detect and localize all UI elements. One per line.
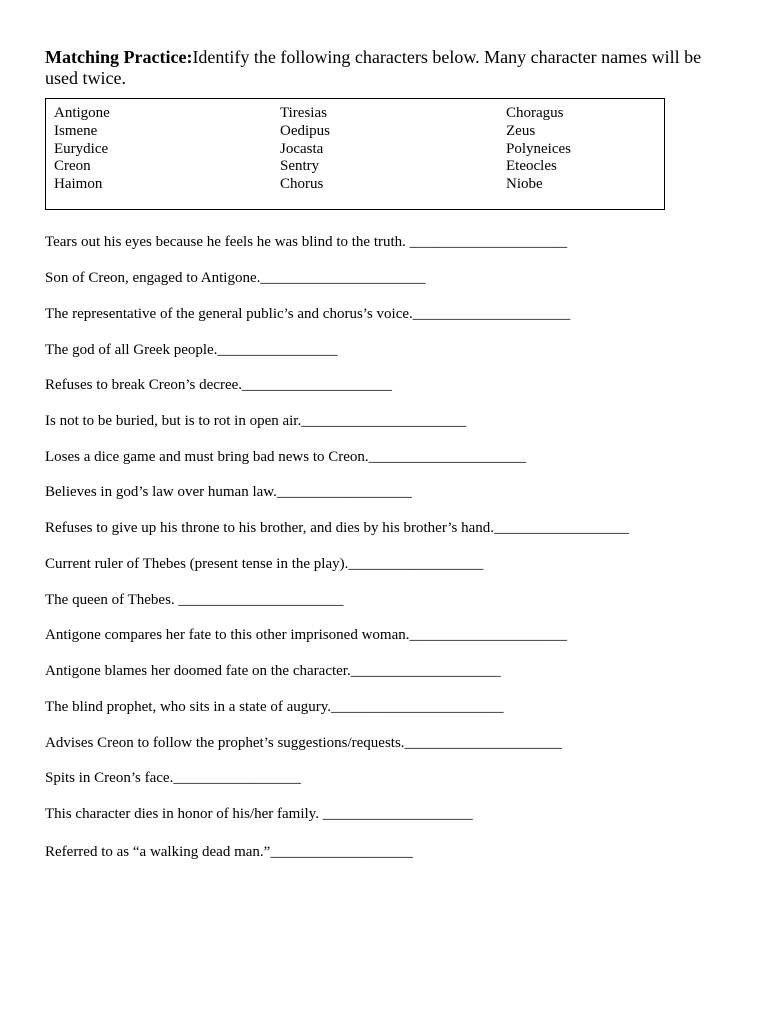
character-name: Sentry (280, 158, 320, 175)
question-item: The representative of the general public’s and chorus’s voice._____________________ (45, 306, 571, 322)
question-item: Tears out his eyes because he feels he was blind to the truth. _____________________ (45, 234, 568, 250)
character-name: Ismene (54, 122, 98, 139)
character-name: Tiresias (280, 105, 327, 121)
worksheet-heading (45, 47, 725, 89)
character-name: Haimon (54, 176, 103, 193)
question-item: Spits in Creon’s face._________________ (45, 770, 301, 786)
character-name: Polyneices (506, 140, 571, 157)
character-name: Creon (54, 158, 91, 175)
character-name: Choragus (506, 105, 564, 121)
name-column-2 (280, 105, 330, 194)
character-name: Antigone (54, 105, 110, 121)
question-item: Is not to be buried, but is to rot in open air.______________________ (45, 413, 467, 429)
question-item: Refuses to give up his throne to his brother, and dies by his brother’s hand.__________________ (45, 520, 630, 536)
question-item: The queen of Thebes. ______________________ (45, 592, 344, 608)
question-item: Refuses to break Creon’s decree.____________________ (45, 377, 393, 393)
character-name: Jocasta (280, 140, 324, 157)
heading-label: Matching Practice: (45, 47, 193, 67)
character-name: Chorus (280, 176, 324, 193)
question-item: Advises Creon to follow the prophet’s suggestions/requests._____________________ (45, 735, 563, 751)
question-item: Loses a dice game and must bring bad news to Creon._____________________ (45, 449, 527, 465)
heading-instructions: Identify the following characters below. Many character names will be used twice. (45, 47, 702, 88)
question-item: The god of all Greek people.________________ (45, 342, 338, 358)
question-item: The blind prophet, who sits in a state of augury._______________________ (45, 699, 504, 715)
character-name: Zeus (506, 122, 536, 139)
character-name: Niobe (506, 176, 543, 193)
question-item: Believes in god’s law over human law.__________________ (45, 484, 412, 500)
question-item: Antigone blames her doomed fate on the character.____________________ (45, 663, 501, 679)
question-item: Son of Creon, engaged to Antigone.______________________ (45, 270, 426, 286)
character-name: Oedipus (280, 122, 330, 139)
name-column-1 (54, 105, 110, 194)
question-item: Current ruler of Thebes (present tense in the play).__________________ (45, 556, 484, 572)
character-name-box (45, 98, 665, 210)
character-name: Eurydice (54, 140, 109, 157)
name-column-3 (506, 105, 571, 194)
question-item: This character dies in honor of his/her family. ____________________ (45, 806, 473, 822)
character-name: Eteocles (506, 158, 557, 175)
question-item: Referred to as “a walking dead man.”___________________ (45, 844, 413, 860)
question-item: Antigone compares her fate to this other imprisoned woman._____________________ (45, 627, 567, 643)
